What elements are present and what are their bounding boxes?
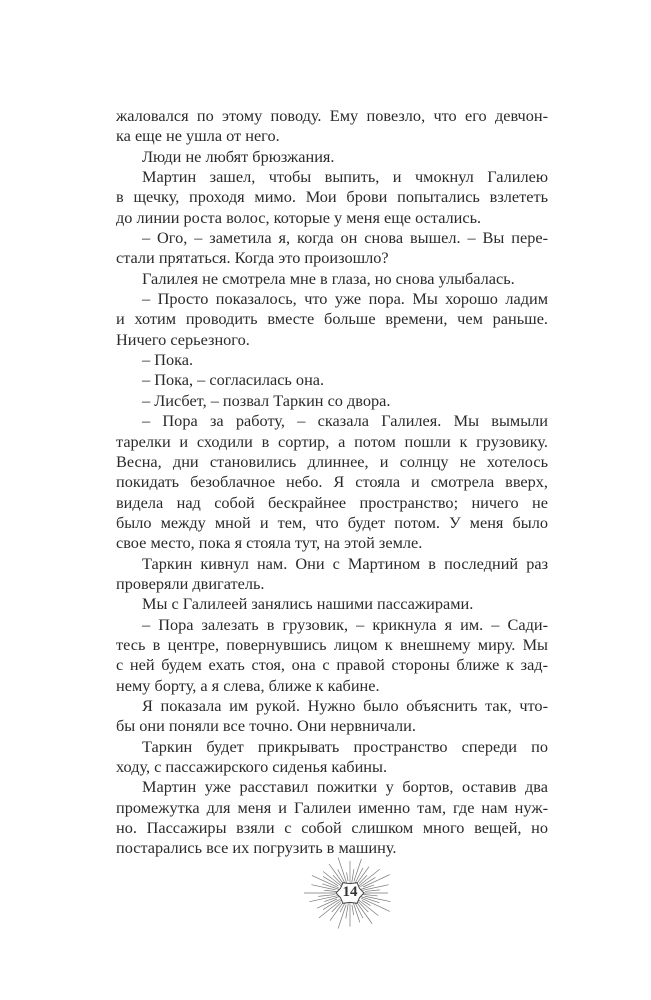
text-line: – Пора залезать в грузовик, – крикнула я им. – Сади- [142, 614, 548, 634]
text-line: покидать безоблачное небо. Я стояла и смотрела вверх, [116, 472, 548, 492]
text-line: постарались все их погрузить в машину. [116, 838, 397, 858]
text-line: стали прятаться. Когда это произошло? [116, 248, 389, 268]
text-line: тарелки и сходили в сортир, а потом пошли к грузовику. [116, 431, 548, 451]
text-line: – Пока, – согласилась она. [142, 370, 325, 390]
text-line: Весна, дни становились длиннее, и солнцу не хотелось [116, 451, 548, 471]
text-line: проверяли двигатель. [116, 573, 265, 593]
text-line: Таркин кивнул нам. Они с Мартином в последний раз [142, 553, 548, 573]
text-line: с ней будем ехать стоя, она с правой стороны ближе к зад- [116, 655, 548, 675]
text-line: видела над собой бескрайнее пространство; ничего не [116, 492, 548, 512]
text-line: – Пора за работу, – сказала Галилея. Мы вымыли [142, 411, 548, 431]
text-line: – Пока. [142, 350, 194, 370]
text-line: ходу, с пассажирского сиденья кабины. [116, 757, 388, 776]
page-number: 14 [342, 884, 358, 900]
text-line: – Просто показалось, что уже пора. Мы хорошо ладим [142, 289, 548, 309]
text-line: но. Пассажиры взяли с собой слишком много вещей, но [116, 818, 548, 838]
text-line: – Ого, – заметила я, когда он снова вышел. – Вы пере- [142, 228, 548, 248]
text-line: Мы с Галилеей занялись нашими пассажирами. [142, 594, 474, 614]
text-line: и хотим проводить вместе больше времени, чем раньше. [116, 309, 548, 329]
text-line: – Лисбет, – позвал Таркин со двора. [142, 390, 391, 410]
body-text [116, 106, 548, 859]
text-line: Люди не любят брюзжания. [142, 146, 335, 166]
text-line: в щечку, проходя мимо. Мои брови попытались взлететь [116, 187, 548, 207]
text-line: промежутка для меня и Галилеи именно там, где нам нуж- [116, 797, 548, 817]
text-line: нему борту, а я слева, ближе к кабине. [116, 675, 380, 695]
text-line: бы они поняли все точно. Они нервничали. [116, 716, 416, 736]
text-line: до линии роста волос, которые у меня еще остались. [116, 207, 482, 227]
text-line: Таркин будет прикрывать пространство спереди по [142, 736, 548, 756]
text-line: тесь в центре, повернувшись лицом к внешнему миру. Мы [116, 634, 548, 654]
text-line: Мартин уже расставил пожитки у бортов, оставив два [142, 777, 548, 797]
text-line: ка еще не ушла от него. [116, 126, 280, 146]
page-number-ornament [300, 855, 400, 935]
text-line: Мартин зашел, чтобы выпить, и чмокнул Галилею [142, 167, 548, 187]
text-line: свое место, пока я стояла тут, на этой земле. [116, 533, 423, 553]
text-line: было между мной и тем, что будет потом. У меня было [116, 512, 548, 532]
text-line: Я показала им рукой. Нужно было объяснить так, что- [142, 695, 548, 715]
text-line: жаловался по этому поводу. Ему повезло, что его девчон- [116, 106, 548, 125]
text-line: Ничего серьезного. [116, 329, 250, 349]
text-line: Галилея не смотрела мне в глаза, но снова улыбалась. [142, 268, 515, 288]
